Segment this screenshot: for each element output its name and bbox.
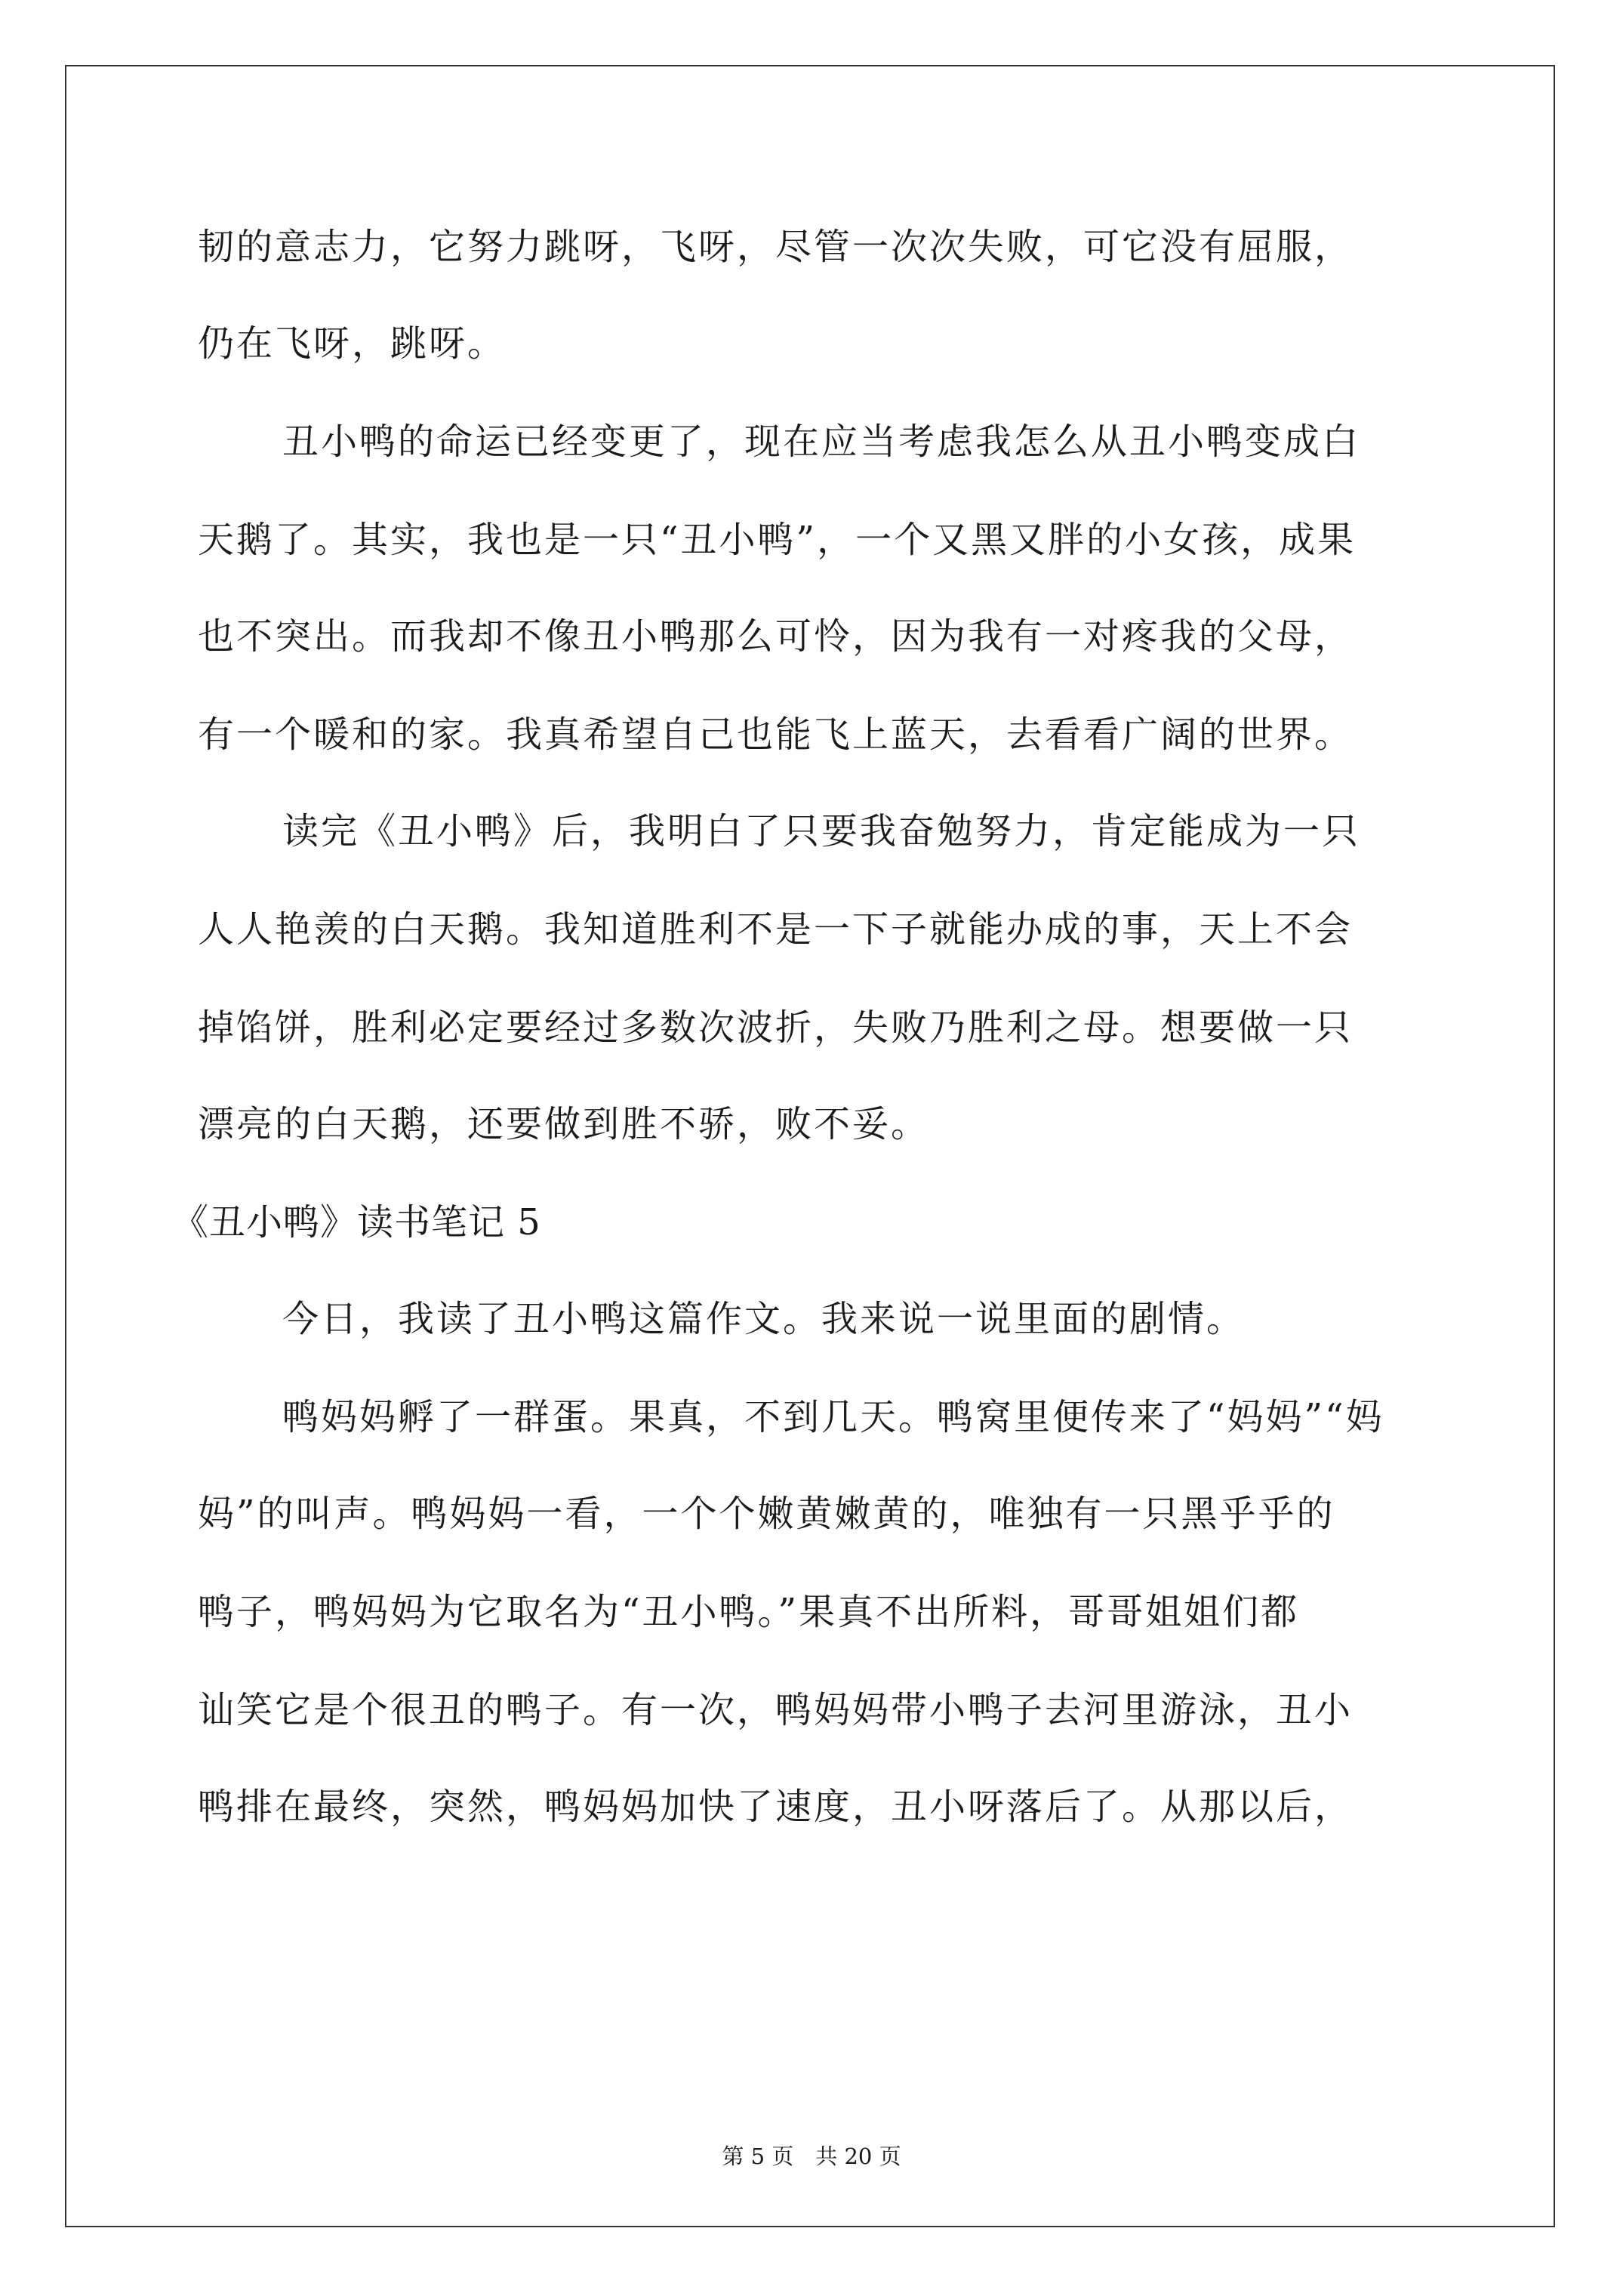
text-line: 讪笑它是个很丑的鸭子。有一次，鸭妈妈带小鸭子去河里游泳，丑小 [198,1689,1354,1731]
text-line: 鸭排在最终，突然，鸭妈妈加快了速度，丑小呀落后了。从那以后， [198,1786,1354,1828]
text-line: 掉馅饼，胜利必定要经过多数次波折，失败乃胜利之母。想要做一只 [198,1006,1354,1049]
section-heading: 《丑小鸭》读书笔记 5 [172,1201,541,1244]
text-line: 天鹅了。其实，我也是一只“丑小鸭”，一个又黑又胖的小女孩，成果 [198,519,1357,561]
text-line: 仍在飞呀，跳呀。 [198,322,507,365]
text-line: 漂亮的白天鹅，还要做到胜不骄，败不妥。 [198,1103,930,1145]
text-line: 有一个暖和的家。我真希望自己也能飞上蓝天，去看看广阔的世界。 [198,713,1354,756]
paragraph-start-line: 丑小鸭的命运已经变更了，现在应当考虑我怎么从丑小鸭变成白 [282,421,1361,463]
text-line: 韧的意志力，它努力跳呀，飞呀，尽管一次次失败，可它没有屈服， [198,226,1354,268]
text-line: 鸭子，鸭妈妈为它取名为“丑小鸭。”果真不出所料，哥哥姐姐们都 [198,1591,1300,1633]
text-line: 妈”的叫声。鸭妈妈一看，一个个嫩黄嫩黄的，唯独有一只黑乎乎的 [198,1493,1335,1535]
paragraph-start-line: 鸭妈妈孵了一群蛋。果真，不到几天。鸭窝里便传来了“妈妈”“妈 [282,1396,1384,1438]
paragraph-start-line: 今日，我读了丑小鸭这篇作文。我来说一说里面的剧情。 [282,1298,1246,1340]
paragraph-start-line: 读完《丑小鸭》后，我明白了只要我奋勉努力，肯定能成为一只 [282,810,1361,852]
text-line: 也不突出。而我却不像丑小鸭那么可怜，因为我有一对疼我的父母， [198,615,1354,658]
text-line: 人人艳羡的白天鹅。我知道胜利不是一下子就能办成的事，天上不会 [198,908,1354,951]
page-number-footer: 第 5 页 共 20 页 [722,2143,901,2169]
